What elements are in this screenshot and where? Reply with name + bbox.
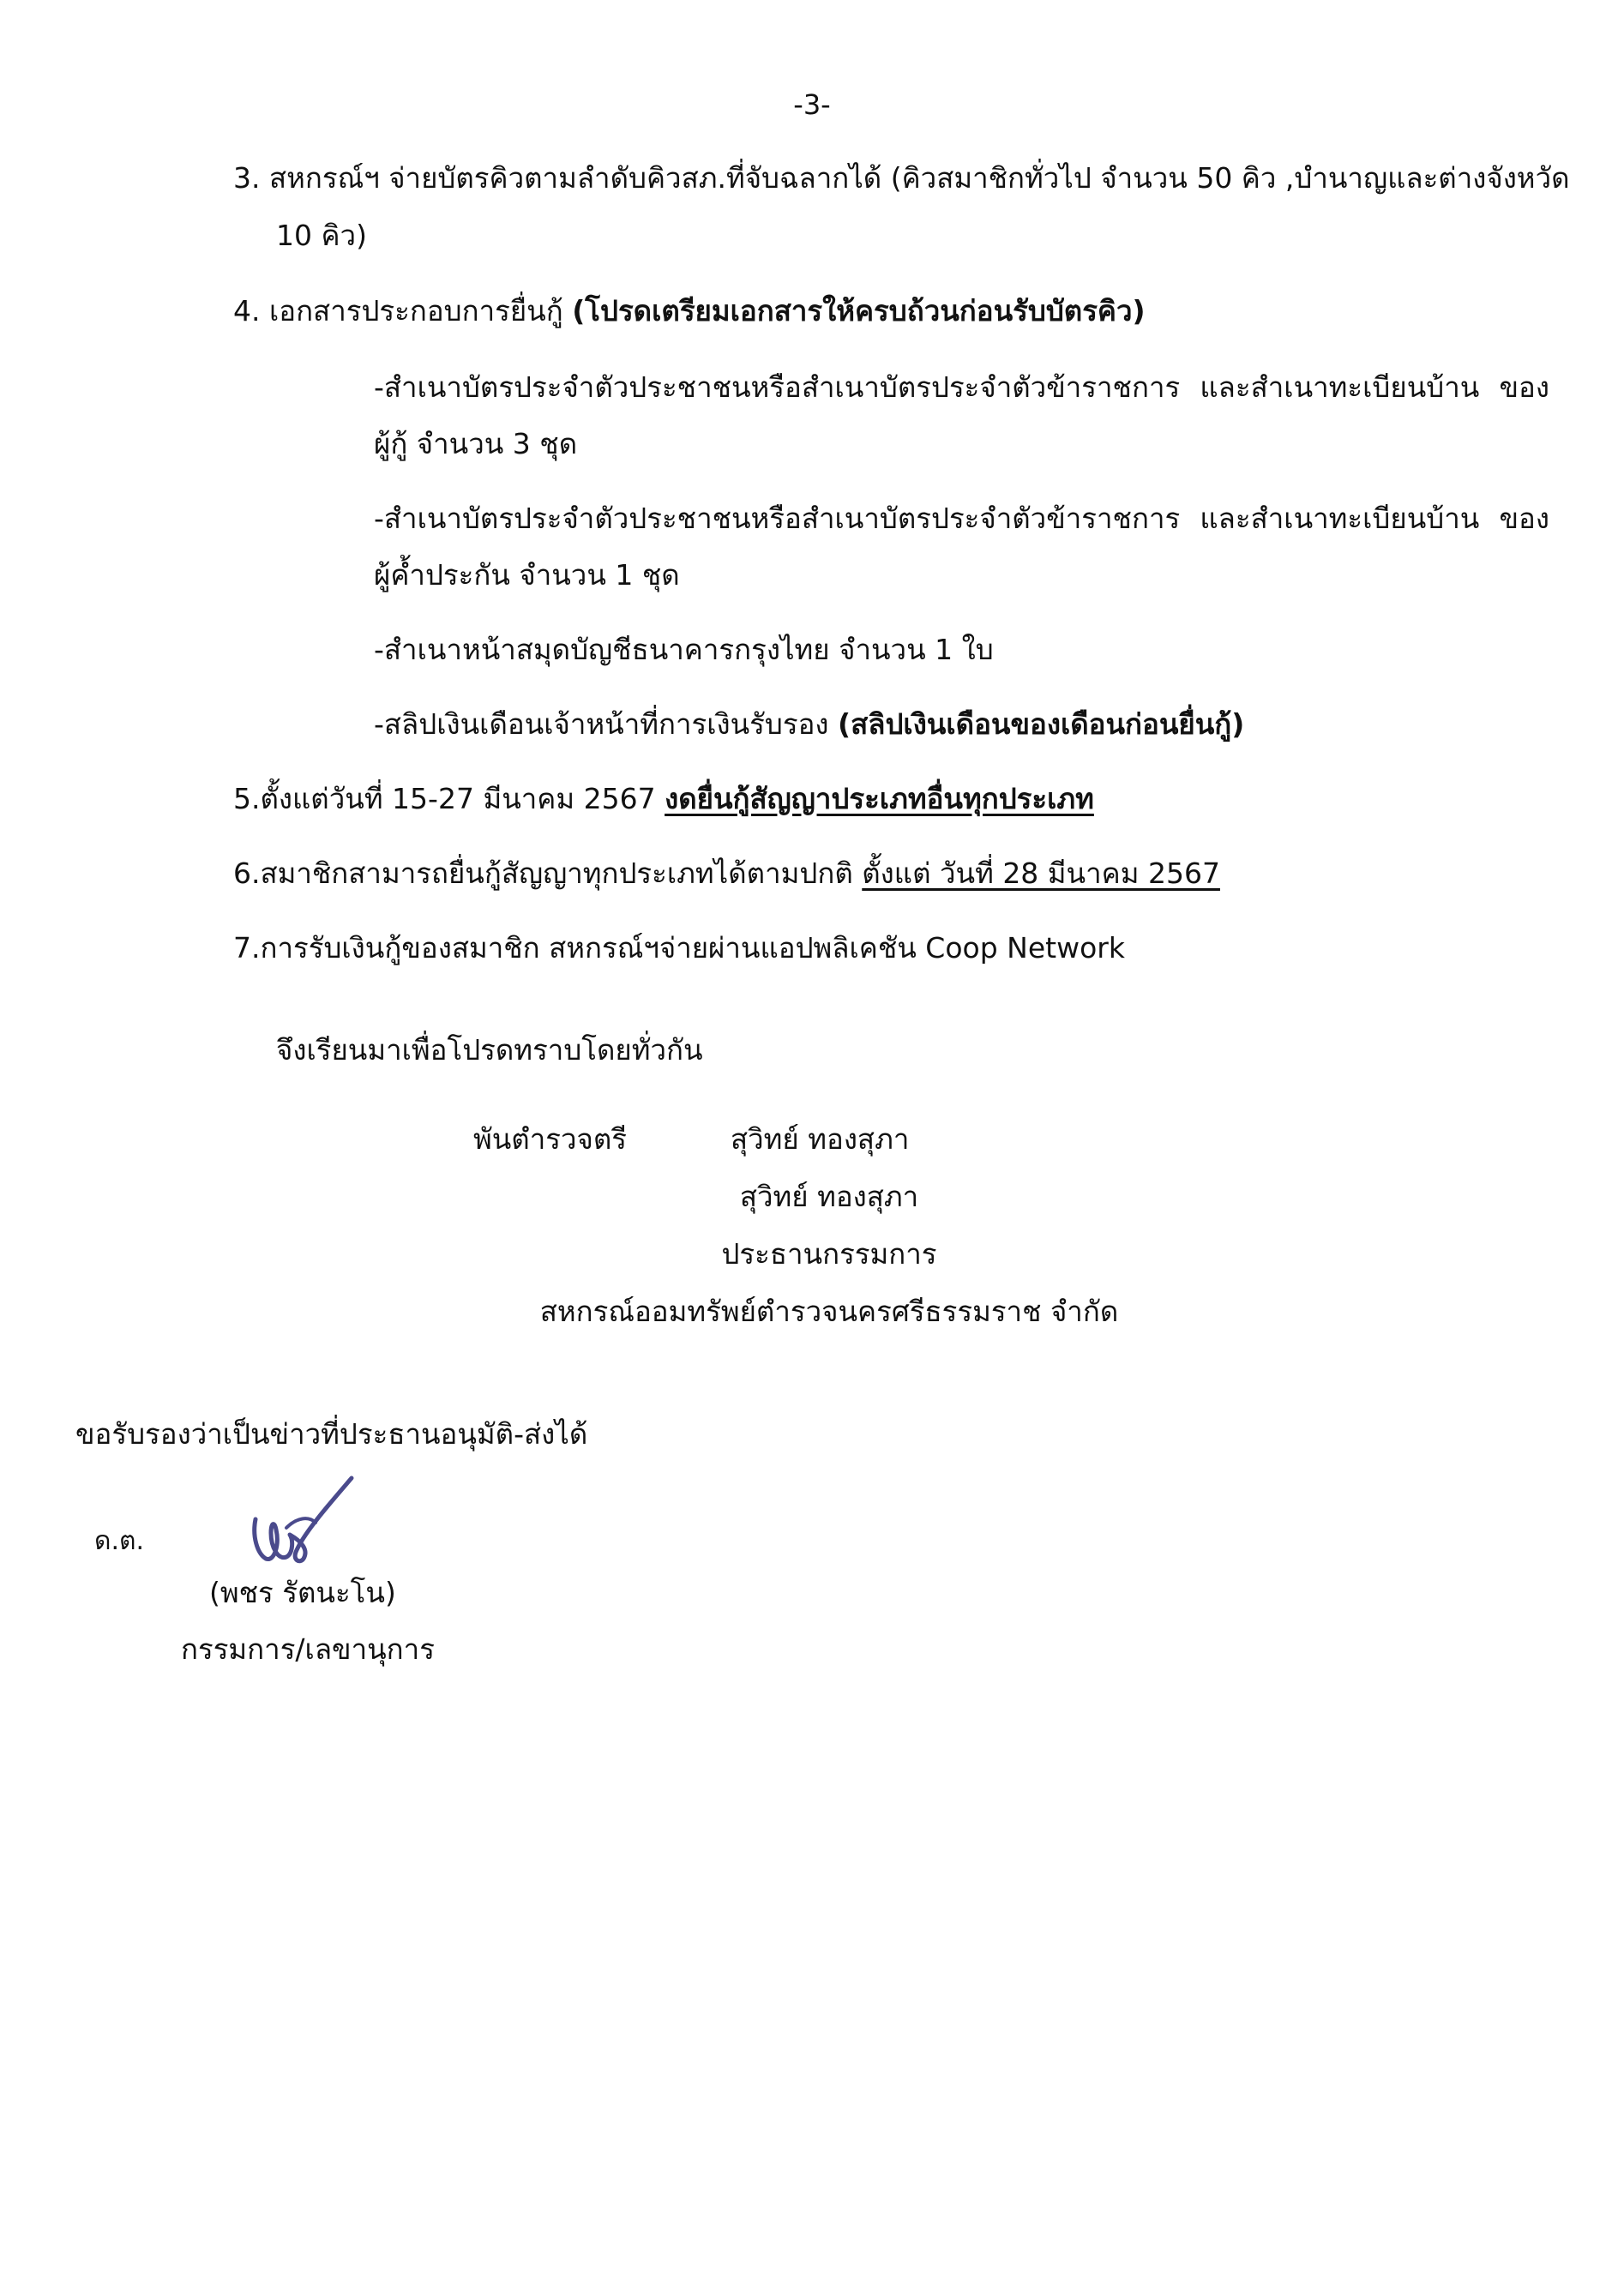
doc-id-copy-borrower-line-2: ผู้กู้ จำนวน 3 ชุด [374, 427, 578, 460]
item-5-emphasis: งดยื่นกู้สัญญาประเภทอื่นทุกประเภท [665, 782, 1094, 815]
doc-salary-slip [374, 707, 1244, 742]
salary-slip-bold-note: (สลิปเงินเดือนของเดือนก่อนยื่นกู้) [838, 707, 1245, 741]
item-4-prefix: 4. เอกสารประกอบการยื่นกู้ [233, 294, 573, 328]
salary-slip-prefix: -สลิปเงินเดือนเจ้าหน้าที่การเงินรับรอง [374, 707, 839, 741]
item-3-line-2: 10 คิว) [276, 219, 367, 252]
item-6 [233, 856, 1220, 891]
doc-id-copy-guarantor-line-1: -สำเนาบัตรประจำตัวประชาชนหรือสำเนาบัตรประจำตัวข้าราชการ และสำเนาทะเบียนบ้าน ของ [374, 502, 1549, 535]
closing-statement: จึงเรียนมาเพื่อโปรดทราบโดยทั่วกัน [276, 1033, 703, 1067]
signatory-rank: พันตำรวจตรี [473, 1122, 628, 1156]
item-4-heading [233, 294, 1146, 328]
doc-bank-book-copy: -สำเนาหน้าสมุดบัญชีธนาคารกรุงไทย จำนวน 1 ใบ [374, 633, 994, 666]
signatory-organization: สหกรณ์ออมทรัพย์ตำรวจนครศรีธรรมราช จำกัด [539, 1295, 1119, 1328]
certification-name: (พชร รัตนะโน) [209, 1576, 396, 1609]
item-5-prefix: 5.ตั้งแต่วันที่ 15-27 มีนาคม 2567 [233, 782, 665, 815]
item-4-bold-note: (โปรดเตรียมเอกสารให้ครบถ้วนก่อนรับบัตรคิว) [572, 294, 1146, 328]
signatory-signed-name: สุวิทย์ ทองสุภา [731, 1122, 910, 1156]
item-3-line-1: 3. สหกรณ์ฯ จ่ายบัตรคิวตามลำดับคิวสภ.ที่จับฉลากได้ (คิวสมาชิกทั่วไป จำนวน 50 คิว ,บำนาญและต่างจังหวัด [233, 161, 1570, 195]
certification-rank-abbr: ด.ต. [94, 1526, 145, 1556]
item-6-prefix: 6.สมาชิกสามารถยื่นกู้สัญญาทุกประเภทได้ตามปกติ [233, 856, 863, 890]
certification-position: กรรมการ/เลขานุการ [181, 1632, 435, 1666]
item-7: 7.การรับเงินกู้ของสมาชิก สหกรณ์ฯจ่ายผ่านแอปพลิเคชัน Coop Network [233, 931, 1125, 965]
doc-id-copy-guarantor-line-2: ผู้ค้ำประกัน จำนวน 1 ชุด [374, 558, 680, 592]
doc-id-copy-borrower-line-1: -สำเนาบัตรประจำตัวประชาชนหรือสำเนาบัตรประจำตัวข้าราชการ และสำเนาทะเบียนบ้าน ของ [374, 370, 1549, 404]
item-5 [233, 782, 1094, 816]
signatory-printed-name: สุวิทย์ ทองสุภา [739, 1180, 919, 1213]
handwritten-signature [237, 1468, 365, 1579]
certification-statement: ขอรับรองว่าเป็นข่าวที่ประธานอนุมัติ-ส่งได้ [75, 1417, 588, 1451]
signatory-position: ประธานกรรมการ [721, 1237, 937, 1271]
item-6-emphasis: ตั้งแต่ วันที่ 28 มีนาคม 2567 [862, 856, 1220, 890]
page-number: -3- [793, 88, 831, 121]
